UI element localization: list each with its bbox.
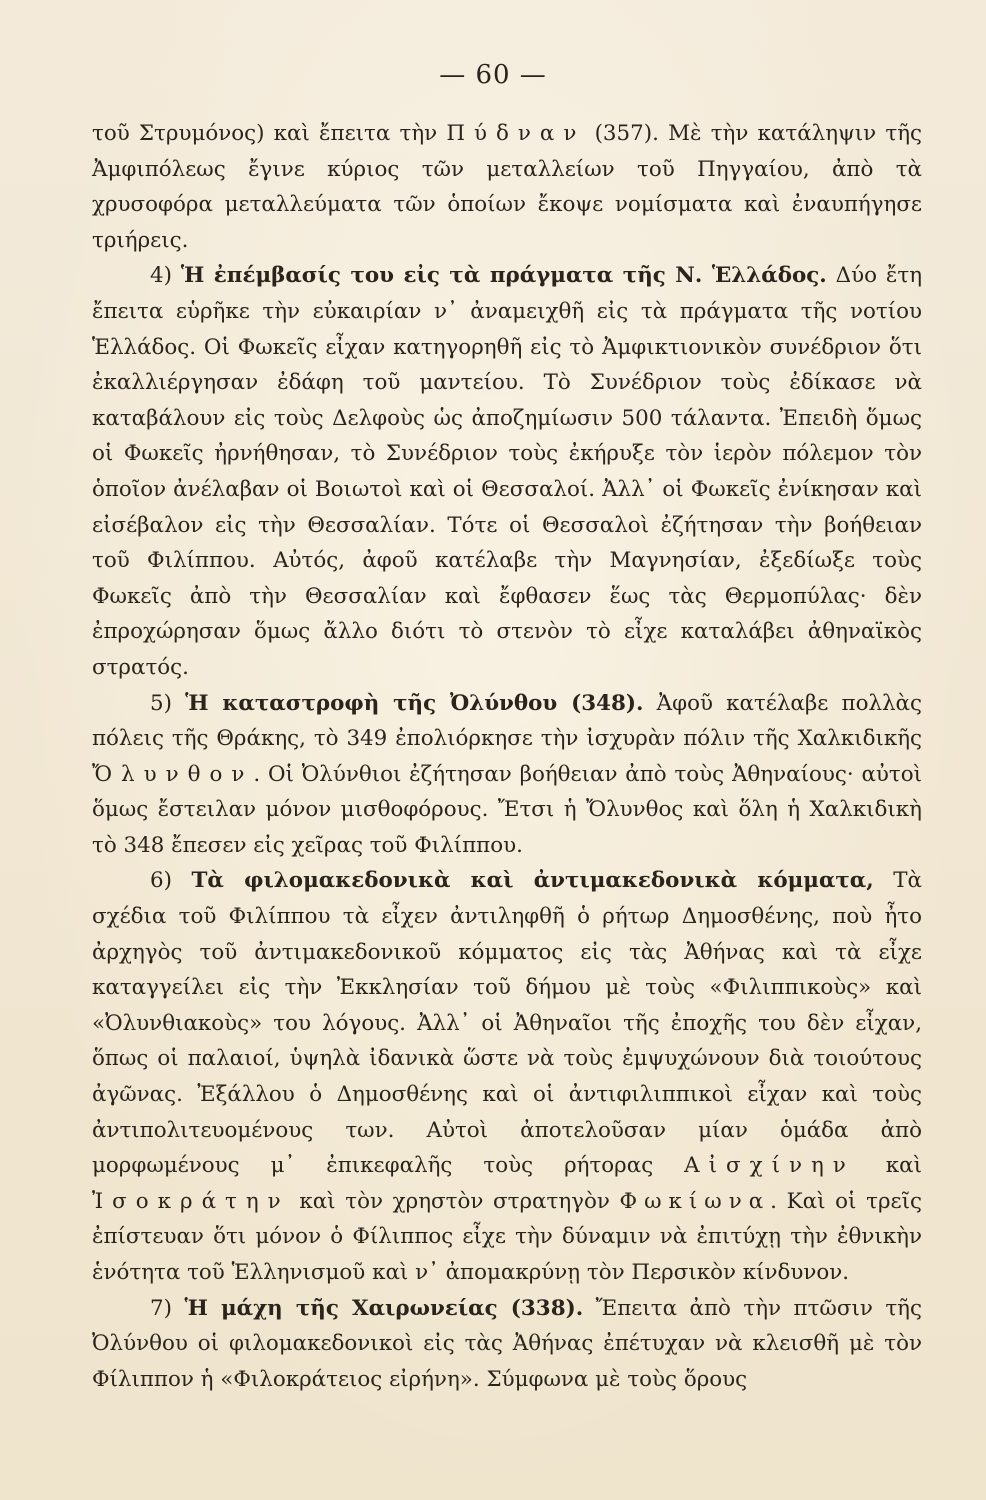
- text-run: Ἀφοῦ κατέλαβε πολλὰς πόλεις τῆς Θράκης, τὸ 349 ἐπολιόρκησε τὴν ἰσχυρὰν πόλιν τῆς Χαλκιδικῆς: [92, 690, 922, 752]
- paragraph-section-5: [92, 686, 922, 864]
- text-run: Τὰ σχέδια τοῦ Φιλίππου τὰ εἶχεν ἀντιληφθῆ ὁ ρήτωρ Δημοσθένης, ποὺ ἦτο ἀρχηγὸς τοῦ ἀντιμακεδονικοῦ κόμματος εἰς τὰς Ἀθήνας καὶ τὰ εἶχε καταγγείλει εἰς τὴν Ἐκκλησίαν τοῦ δήμου μὲ τοὺς «Φιλιππικοὺς» καὶ «Ὀλυνθιακοὺς» του λόγους. Ἀλλ᾽ οἱ Ἀθηναῖοι τῆς ἐποχῆς του δὲν εἶχαν, ὅπως οἱ παλαιοί, ὑψηλὰ ἰδανικὰ ὥστε νὰ τοὺς ἐμψυχώνουν διὰ τοιούτους ἀγῶνας. Ἐξάλλου ὁ Δημοσθένης καὶ οἱ ἀντιφιλιππικοὶ εἶχαν καὶ τοὺς ἀντιπολιτευομένους των. Αὐτοὶ ἀποτελοῦσαν μίαν ὁμάδα ἀπὸ μορφωμένους μ᾽ ἐπικεφαλῆς τοὺς ρήτορας: [92, 868, 922, 1179]
- page-body: [92, 116, 922, 1397]
- section-heading: Τὰ φιλομακεδονικὰ καὶ ἀντιμακεδονικὰ κόμματα,: [191, 868, 874, 894]
- section-number: 7): [150, 1295, 185, 1321]
- text-run: Δύο ἔτη ἔπειτα εὑρῆκε τὴν εὐκαιρίαν ν᾽ ἀναμειχθῆ εἰς τὰ πράγματα τῆς νοτίου Ἑλλάδος. Οἱ Φωκεῖς εἶχαν κατηγορηθῆ εἰς τὸ Ἀμφικτιονικὸν συνέδριον ὅτι ἐκαλλιέργησαν ἐδάφη τοῦ μαντείου. Τὸ Συνέδριον τοὺς ἐδίκασε νὰ καταβάλουν εἰς τοὺς Δελφοὺς ὡς ἀποζημίωσιν 500 τάλαντα. Ἐπειδὴ ὅμως οἱ Φωκεῖς ἠρνήθησαν, τὸ Συνέδριον τοὺς ἐκήρυξε τὸν ἱερὸν πόλεμον τὸν ὁποῖον ἀνέλαβαν οἱ Βοιωτοὶ καὶ οἱ Θεσσαλοί. Ἀλλ᾽ οἱ Φωκεῖς ἐνίκησαν καὶ εἰσέβαλον εἰς τὴν Θεσσαλίαν. Τότε οἱ Θεσσαλοὶ ἐζήτησαν τὴν βοήθειαν τοῦ Φιλίππου. Αὐτός, ἀφοῦ κατέλαβε τὴν Μαγνησίαν, ἐξεδίωξε τοὺς Φωκεῖς ἀπὸ τὴν Θεσσαλίαν καὶ ἔφθασεν ἕως τὰς Θερμοπύλας· δὲν ἐπροχώρησαν ὅμως ἄλλο διότι τὸ στενὸν τὸ εἶχε καταλάβει ἀθηναϊκὸς στρατός.: [92, 263, 923, 680]
- text-run: τοῦ Στρυμόνος) καὶ ἔπειτα τὴν: [92, 121, 447, 146]
- text-run: . Οἱ Ὀλύνθιοι ἐζήτησαν βοήθειαν ἀπὸ τοὺς Ἀθηναίους· αὐτοὶ ὅμως ἔστειλαν μόνον μισθοφόρους. Ἔτσι ἡ Ὄλυνθος καὶ ὅλη ἡ Χαλκιδικὴ τὸ 348 ἔπεσεν εἰς χεῖρας τοῦ Φιλίππου.: [92, 761, 922, 858]
- text-run: Ἔπειτα ἀπὸ τὴν πτῶσιν τῆς Ὀλύνθου οἱ φιλομακεδονικοὶ εἰς τὰς Ἀθήνας ἐπέτυχαν νὰ κλεισθῆ μὲ τὸν Φίλιππον ἡ «Φιλοκράτειος εἰρήνη». Σύμφωνα μὲ τοὺς ὅρους: [92, 1295, 922, 1392]
- text-run: (357). Μὲ τὴν κατάληψιν τῆς Ἀμφιπόλεως ἔγινε κύριος τῶν μεταλλείων τοῦ Πηγγαίου, ἀπὸ τὰ χρυσοφόρα μεταλλεύματα τῶν ὁποίων ἔκοψε νομίσματα καὶ ἐναυπήγησε τριήρεις.: [92, 121, 922, 253]
- spaced-name-isocrates: Ἰσοκράτην: [92, 1188, 290, 1214]
- paragraph-section-7: [92, 1291, 922, 1398]
- text-run: . Καὶ οἱ τρεῖς ἐπίστευαν ὅτι μόνον ὁ Φίλιππος εἶχε τὴν δύναμιν νὰ ἐπιτύχῃ τὴν ἐθνικὴν ἑνότητα τοῦ Ἑλληνισμοῦ καὶ ν᾽ ἀπομακρύνῃ τὸν Περσικὸν κίνδυνον.: [92, 1188, 923, 1285]
- page-number: — 60 —: [439, 60, 547, 90]
- section-number: 6): [150, 868, 192, 894]
- spaced-name-olynthos: Ὄλυνθον: [92, 761, 254, 787]
- spaced-name-pydna: Πύδναν: [446, 121, 586, 146]
- section-heading: Ἡ μάχη τῆς Χαιρωνείας (338).: [184, 1295, 584, 1321]
- spaced-name-phocion: Φωκίωνα: [619, 1188, 771, 1214]
- section-heading: Ἡ καταστροφὴ τῆς Ὀλύνθου (348).: [185, 690, 644, 716]
- paragraph-pydna: [92, 116, 922, 258]
- spaced-name-aeschines: Αἰσχίνην: [684, 1153, 855, 1179]
- section-number: 4): [150, 263, 181, 289]
- paragraph-section-4: [92, 258, 922, 685]
- section-number: 5): [150, 690, 186, 716]
- paragraph-section-6: [92, 863, 922, 1290]
- text-run: καὶ τὸν χρηστὸν στρατηγὸν: [289, 1188, 620, 1214]
- section-heading: Ἡ ἐπέμβασίς του εἰς τὰ πράγματα τῆς Ν. Ἑλλάδος.: [180, 263, 827, 289]
- text-run: καὶ: [854, 1153, 922, 1179]
